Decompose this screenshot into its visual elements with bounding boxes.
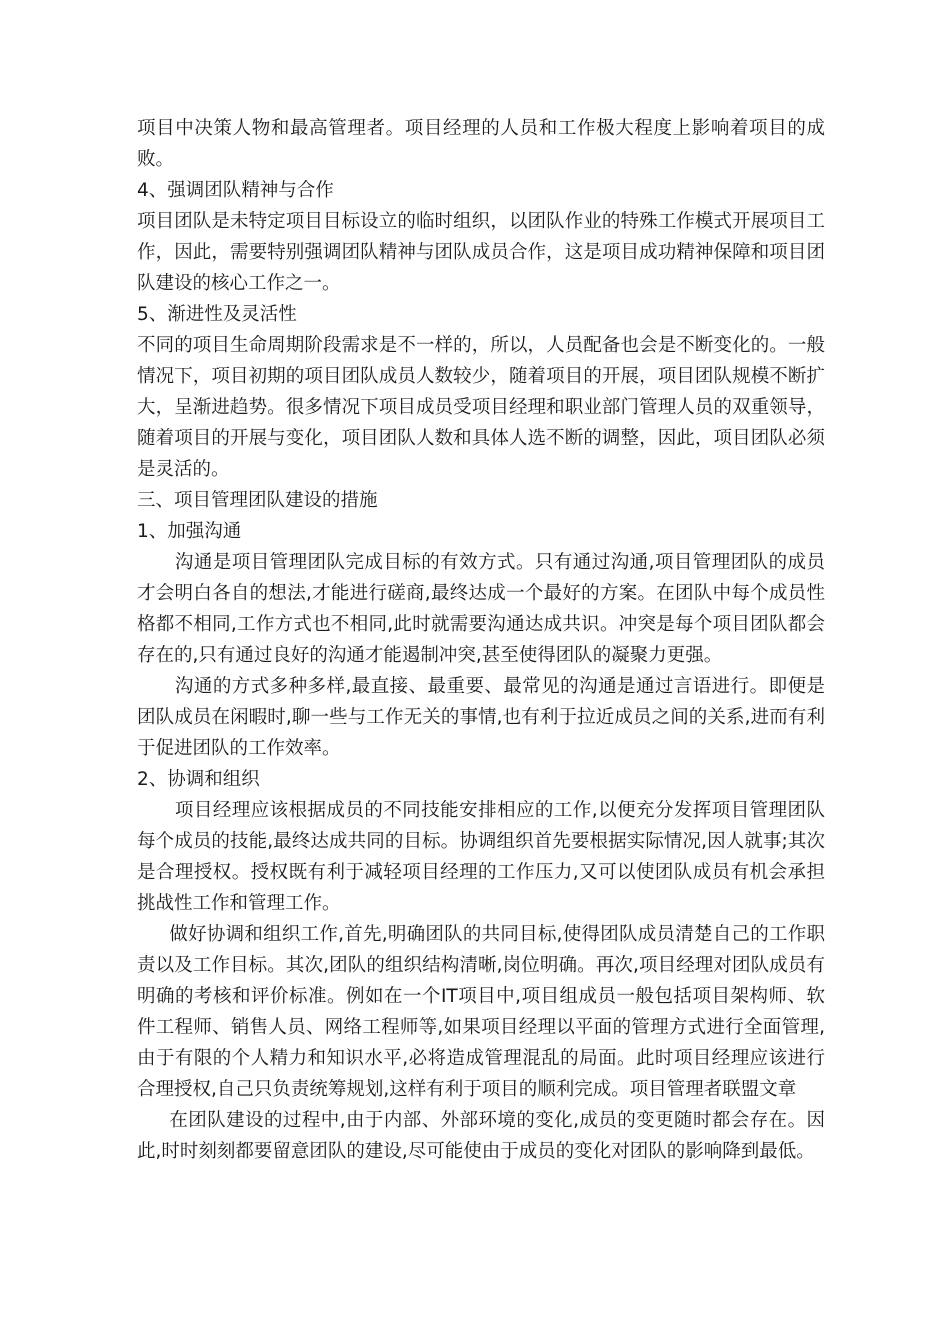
paragraph-communication-1: 沟通是项目管理团队完成目标的有效方式。只有通过沟通,项目管理团队的成员才会明白各自的想法,才能进行磋商,最终达成一个最好的方案。在团队中每个成员性格都不相同,工作方式也不相同,此时就需要沟通达成共识。冲突是每个项目团队都会存在的,只有通过良好的沟通才能遏制冲突,甚至使得团队的凝聚力更强。 bbox=[137, 552, 825, 666]
paragraph-communication-2: 沟通的方式多种多样,最直接、最重要、最常见的沟通是通过言语进行。即便是团队成员在闲暇时,聊一些与工作无关的事情,也有利于拉近成员之间的关系,进而有利于促进团队的工作效率。 bbox=[137, 676, 825, 759]
paragraph-coordination-3: 在团队建设的过程中,由于内部、外部环境的变化,成员的变更随时都会存在。因此,时时刻刻都要留意团队的建设,尽可能使由于成员的变化对团队的影响降到最低。 bbox=[137, 1110, 825, 1162]
heading-coordination: 2、协调和组织 bbox=[137, 769, 260, 790]
heading-communication: 1、加强沟通 bbox=[137, 521, 242, 542]
paragraph-coordination-1: 项目经理应该根据成员的不同技能安排相应的工作,以便充分发挥项目管理团队每个成员的技能,最终达成共同的目标。协调组织首先要根据实际情况,因人就事;其次是合理授权。授权既有利于减轻项目经理的工作压力,又可以使团队成员有机会承担挑战性工作和管理工作。 bbox=[137, 800, 825, 914]
heading-flexibility: 5、渐进性及灵活性 bbox=[137, 304, 297, 325]
heading-section-three: 三、项目管理团队建设的措施 bbox=[137, 490, 378, 511]
paragraph-continued-leadership: 项目中决策人物和最高管理者。项目经理的人员和工作极大程度上影响着项目的成败。 bbox=[137, 118, 825, 170]
paragraph-team-spirit: 项目团队是未特定项目目标设立的临时组织，以团队作业的特殊工作模式开展项目工作，因此，需要特别强调团队精神与团队成员合作，这是项目成功精神保障和项目团队建设的核心工作之一。 bbox=[137, 211, 825, 294]
paragraph-coordination-2: 做好协调和组织工作,首先,明确团队的共同目标,使得团队成员清楚自己的工作职责以及工作目标。其次,团队的组织结构清晰,岗位明确。再次,项目经理对团队成员有明确的考核和评价标准。例如在一个IT项目中,项目组成员一般包括项目架构师、软件工程师、销售人员、网络工程师等,如果项目经理以平面的管理方式进行全面管理,由于有限的个人精力和知识水平,必将造成管理混乱的局面。此时项目经理应该进行合理授权,自己只负责统筹规划,这样有利于项目的顺利完成。项目管理者联盟文章 bbox=[137, 924, 825, 1100]
paragraph-flexibility: 不同的项目生命周期阶段需求是不一样的，所以，人员配备也会是不断变化的。一般情况下，项目初期的项目团队成员人数较少，随着项目的开展，项目团队规模不断扩大，呈渐进趋势。很多情况下项目成员受项目经理和职业部门管理人员的双重领导，随着项目的开展与变化，项目团队人数和具体人选不断的调整，因此，项目团队必须是灵活的。 bbox=[137, 335, 825, 480]
heading-team-spirit: 4、强调团队精神与合作 bbox=[137, 180, 334, 201]
document-body bbox=[137, 113, 825, 1167]
